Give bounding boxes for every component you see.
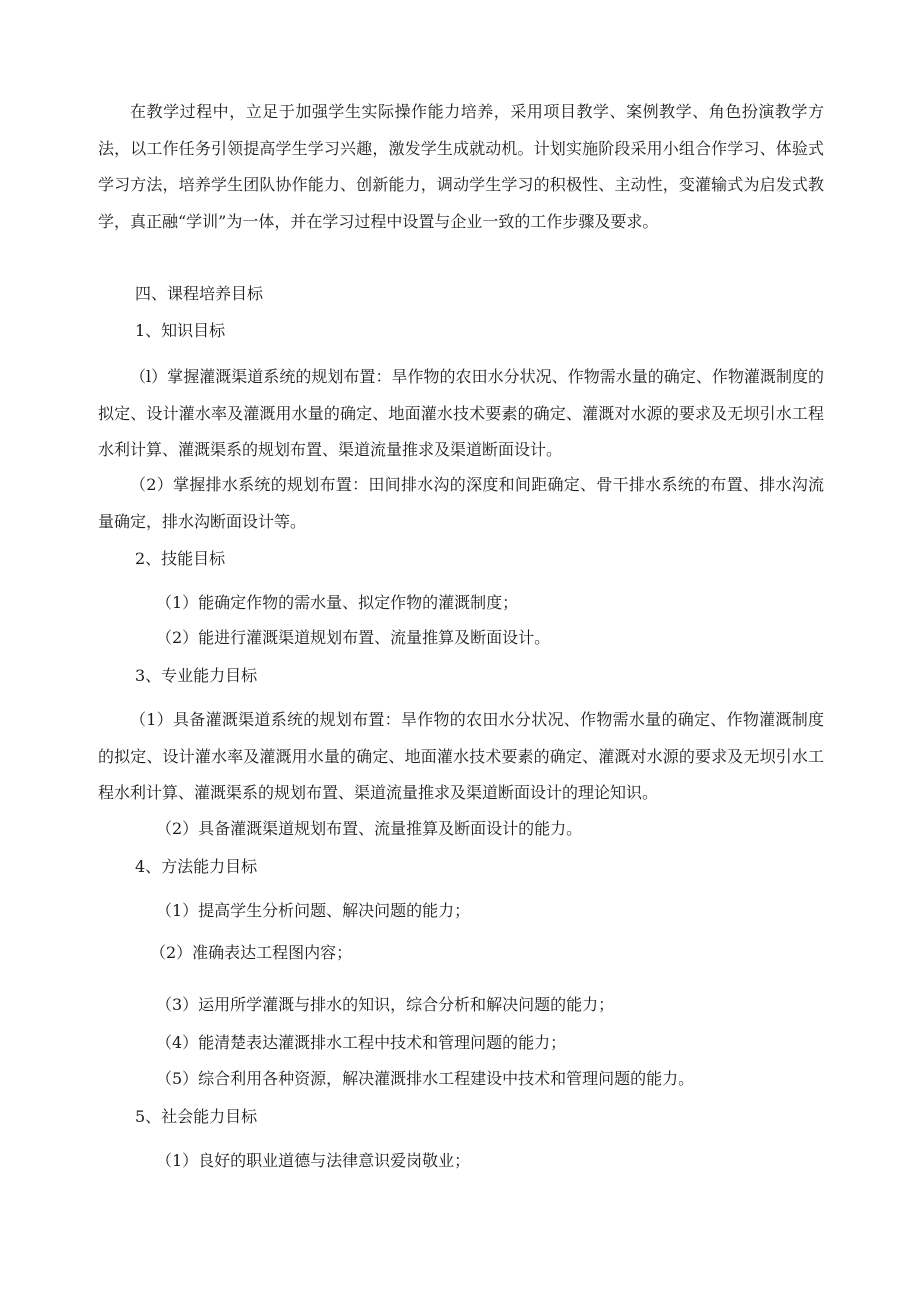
professional-item-2: （2）具备灌溉渠道规划布置、流量推算及断面设计的能力。 (156, 819, 583, 838)
professional-item-1: （1）具备灌溉渠道系统的规划布置：旱作物的农田水分状况、作物需水量的确定、作物灌溉制度的拟定、设计灌水率及灌溉用水量的确定、地面灌水技术要素的确定、灌溉对水源的要求及无坝引水工程水利计算、灌溉渠系的规划布置、渠道流量推求及渠道断面设计的理论知识。 (98, 710, 824, 802)
method-item-4: （4）能清楚表达灌溉排水工程中技术和管理问题的能力； (156, 1033, 567, 1052)
method-item-1: （1）提高学生分析问题、解决问题的能力； (156, 901, 471, 920)
heading-skill-goals: 2、技能目标 (135, 549, 226, 568)
section-title-course-goals: 四、课程培养目标 (135, 284, 264, 303)
heading-social-goals: 5、社会能力目标 (135, 1107, 258, 1126)
heading-knowledge-goals: 1、知识目标 (135, 321, 226, 340)
skill-item-1: （1）能确定作物的需水量、拟定作物的灌溉制度； (156, 593, 519, 612)
method-item-3: （3）运用所学灌溉与排水的知识，综合分析和解决问题的能力； (156, 995, 615, 1014)
heading-professional-goals: 3、专业能力目标 (135, 666, 258, 685)
method-item-5: （5）综合利用各种资源，解决灌溉排水工程建设中技术和管理问题的能力。 (156, 1069, 695, 1088)
social-item-1: （1）良好的职业道德与法律意识爱岗敬业； (156, 1151, 471, 1170)
method-item-2: （2）准确表达工程图内容； (150, 943, 353, 962)
skill-item-2: （2）能进行灌溉渠道规划布置、流量推算及断面设计。 (156, 628, 551, 647)
heading-method-goals: 4、方法能力目标 (135, 857, 258, 876)
knowledge-item-1: （l）掌握灌溉渠道系统的规划布置：旱作物的农田水分状况、作物需水量的确定、作物灌溉制度的拟定、设计灌水率及灌溉用水量的确定、地面灌水技术要素的确定、灌溉对水源的要求及无坝引水工程水利计算、灌溉渠系的规划布置、渠道流量推求及渠道断面设计。 (98, 367, 824, 459)
intro-paragraph: 在教学过程中，立足于加强学生实际操作能力培养，采用项目教学、案例教学、角色扮演教学方法，以工作任务引领提高学生学习兴趣，激发学生成就动机。计划实施阶段采用小组合作学习、体验式学习方法，培养学生团队协作能力、创新能力，调动学生学习的积极性、主动性，变灌输式为启发式教学，真正融“学训”为一体，并在学习过程中设置与企业一致的工作步骤及要求。 (98, 102, 824, 231)
knowledge-item-2: （2）掌握排水系统的规划布置：田间排水沟的深度和间距确定、骨干排水系统的布置、排水沟流量确定，排水沟断面设计等。 (98, 475, 824, 531)
